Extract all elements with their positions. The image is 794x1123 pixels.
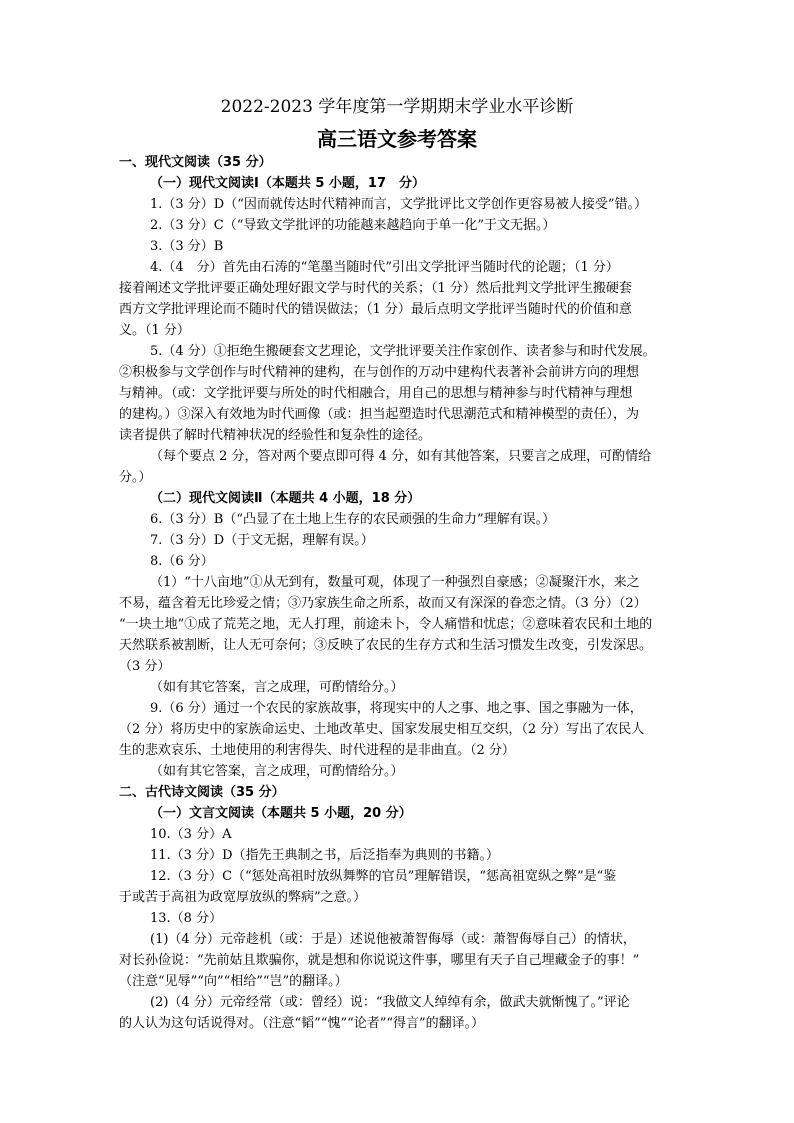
subsection-heading: （一）现代文阅读Ⅰ（本题共 5 小题，17 分） — [150, 176, 426, 191]
answer-line: 4.（4 分）首先由石涛的“笔墨当随时代”引出文学批评当随时代的论题；（1 分） — [150, 260, 619, 275]
answer-line: （如有其它答案，言之成理，可酌情给分。） — [150, 764, 404, 779]
answer-line: 读者提供了解时代精神状况的经验性和复杂性的途径。 — [119, 428, 432, 443]
answer-line: （2 分）将历史中的家族命运史、土地改革史、国家发展史相互交织，（2 分）写出了农民人 — [119, 722, 645, 737]
answer-line: 5.（4 分）①拒绝生搬硬套文艺理论，文学批评要关注作家创作、读者参与和时代发展。 — [150, 344, 656, 359]
answer-line: 12.（3 分）C（“惩处高祖时放纵舞弊的官员”理解错误，“惩高祖宽纵之弊”是“鉴 — [150, 869, 617, 884]
section-heading: 二、古代诗文阅读（35 分） — [119, 785, 285, 800]
answer-line: （3 分） — [119, 659, 171, 674]
answer-line: 7.（3 分）D（于文无据，理解有误。） — [150, 533, 374, 548]
answer-line: 9.（6 分）通过一个农民的家族故事，将现实中的人之事、地之事、国之事融为一体， — [150, 701, 643, 716]
answer-line: 10.（3 分）A — [150, 827, 232, 842]
answer-line: 11.（3 分）D（指先王典制之书，后泛指奉为典则的书籍。） — [150, 848, 500, 863]
answer-line: (1)（4 分）元帝趁机（或：于是）述说他被萧智侮辱（或：萧智侮辱自己）的情状， — [150, 932, 636, 947]
answer-line: 的建构。）③深入有效地为时代画像（或：担当起塑造时代思潮范式和精神模型的责任），为 — [119, 407, 640, 422]
answer-line: 分。） — [119, 470, 152, 485]
answer-line: 不易，蕴含着无比珍爱之情；③乃家族生命之所系，故而又有深深的眷恋之情。（3 分）（2） — [119, 596, 647, 611]
answer-line: （如有其它答案，言之成理，可酌情给分。） — [150, 680, 404, 695]
answer-line: 义。（1 分） — [119, 323, 190, 338]
answer-line: （每个要点 2 分，答对两个要点即可得 4 分，如有其他答案，只要言之成理，可酌情给 — [150, 449, 652, 464]
answer-line: 对长孙俭说：“先前姑且欺骗你，就是想和你说说这件事，哪里有天子自己埋藏金子的事！” — [119, 953, 640, 968]
answer-line: 13.（8 分） — [150, 911, 223, 926]
answer-line: 生的悲欢哀乐、土地使用的利害得失、时代进程的是非曲直。（2 分） — [119, 743, 515, 758]
answer-line: 于或苦于高祖为政宽厚放纵的弊病”之意。） — [119, 890, 367, 905]
section-heading: 一、现代文阅读（35 分） — [119, 155, 272, 170]
answer-line: 的人认为这句话说得对。（注意“韬”“愧”“论者”“得言”的翻译。） — [119, 1016, 485, 1031]
document-subtitle: 高三语文参考答案 — [317, 127, 477, 151]
answer-line: 1.（3 分）D（“因而就传达时代精神而言，文学批评比文学创作更容易被人接受”错。） — [150, 197, 648, 212]
answer-line: 3.（3 分）B — [150, 239, 224, 254]
answer-line: (2)（4 分）元帝经常（或：曾经）说：“我做文人绰绰有余，做武夫就惭愧了。”评论 — [150, 995, 630, 1010]
answer-line: 西方文学批评理论而不随时代的错误做法；（1 分）最后点明文学批评当随时代的价值和意 — [119, 302, 632, 317]
answer-line: 接着阐述文学批评要正确处理好跟文学与时代的关系；（1 分）然后批判文学批评生搬硬套 — [119, 281, 632, 296]
document-title: 2022-2023 学年度第一学期期末学业水平诊断 — [220, 97, 574, 117]
answer-line: 6.（3 分）B（“凸显了在土地上生存的农民顽强的生命力”理解有误。） — [150, 512, 556, 527]
answer-line: 8.（6 分） — [150, 554, 214, 569]
answer-line: 与精神。（或：文学批评要与所处的时代相融合，用自己的思想与精神参与时代精神与理想 — [119, 386, 633, 401]
subsection-heading: （二）现代文阅读Ⅱ（本题共 4 小题，18 分） — [150, 491, 421, 506]
answer-line: “一块土地”①成了荒芜之地，无人打理，前途未卜，令人痛惜和忧虑；②意味着农民和土地的 — [119, 617, 653, 632]
answer-line: 2.（3 分）C（“导致文学批评的功能越来越趋向于单一化”于文无据。） — [150, 218, 556, 233]
answer-line: 天然联系被割断，让人无可奈何；③反映了农民的生存方式和生活习惯发生改变，引发深思。 — [119, 638, 653, 653]
answer-line: （1）“十八亩地”①从无到有，数量可观，体现了一种强烈自豪感；②凝聚汗水，来之 — [150, 575, 640, 590]
answer-line: （注意“见辱”“向”“相给”“岂”的翻译。） — [119, 974, 348, 989]
subsection-heading: （一）文言文阅读（本题共 5 小题，20 分） — [150, 806, 412, 821]
answer-line: ②积极参与文学创作与时代精神的建构，在与创作的万动中建构代表著补会前讲方向的理想 — [119, 365, 640, 380]
